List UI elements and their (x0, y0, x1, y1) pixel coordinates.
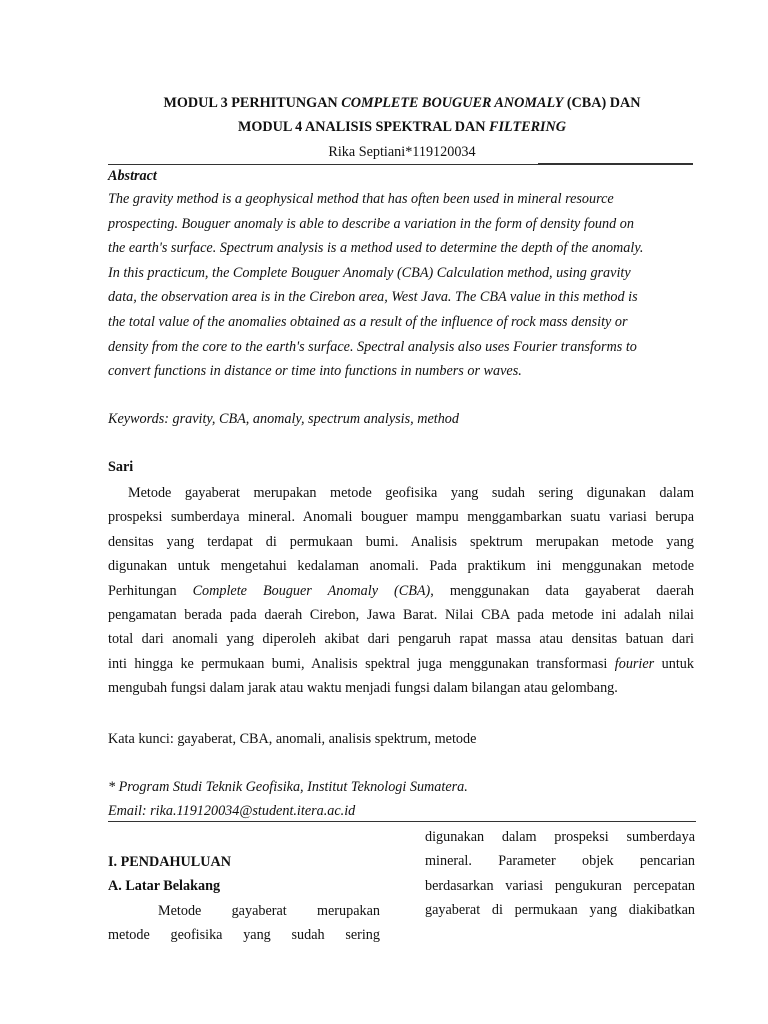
sari-line: Metode gayaberat merupakan metode geofisika yang sudah sering digunakan dalam (128, 485, 694, 501)
sari-body (108, 481, 694, 701)
abstract-keywords: Keywords: gravity, CBA, anomaly, spectrum analysis, method (108, 411, 459, 427)
sari-line: mengubah fungsi dalam jarak atau waktu menjadi fungsi dalam bilangan atau gelombang. (108, 680, 618, 697)
sari-line: densitas yang terdapat di permukaan bumi. Analisis spektrum merupakan metode yang (108, 533, 694, 550)
subsection-heading: A. Latar Belakang (108, 878, 221, 895)
sari-italic-text: fourier (614, 655, 655, 672)
sari-line: pengamatan berada pada daerah Cirebon, Jawa Barat. Nilai CBA pada metode ini adalah nilai (108, 607, 694, 624)
body-line: gayaberat di permukaan yang diakibatkan (425, 902, 695, 919)
title-italic-text: COMPLETE BOUGUER ANOMALY (341, 95, 564, 111)
sari-line (108, 652, 694, 676)
body-line: berdasarkan variasi pengukuran percepatan (425, 877, 695, 894)
sari-line (108, 579, 694, 603)
title-line-2 (108, 117, 696, 137)
sari-heading: Sari (108, 459, 134, 475)
title-text: MODUL 4 ANALISIS SPEKTRAL DAN (237, 119, 490, 135)
title-text: (CBA) DAN (563, 95, 641, 111)
title-italic-text: FILTERING (489, 119, 567, 135)
sari-text: Perhitungan (108, 582, 193, 599)
sari-line: digunakan untuk mengetahui kedalaman anomali. Pada praktikum ini menggunakan metode (108, 558, 694, 575)
section-heading: I. PENDAHULUAN (108, 854, 231, 870)
body-line: digunakan dalam prospeksi sumberdaya (425, 829, 695, 845)
abstract-line: the total value of the anomalies obtained as a result of the influence of rock mass density or (108, 313, 628, 330)
body-right-column (425, 825, 695, 923)
abstract-line: the earth's surface. Spectrum analysis is a method used to determine the depth of the anomaly. (108, 240, 644, 257)
abstract-heading: Abstract (108, 168, 157, 184)
abstract-line: prospecting. Bouguer anomaly is able to describe a variation in the form of density found on (108, 215, 634, 232)
abstract-line: The gravity method is a geophysical method that has often been used in mineral resource (108, 191, 614, 207)
title-text: MODUL 3 PERHITUNGAN (163, 95, 342, 111)
sari-text: inti hingga ke permukaan bumi, Analisis spektral juga menggunakan transformasi (108, 655, 615, 672)
footnote-divider (108, 821, 696, 822)
body-line: mineral. Parameter objek pencarian (425, 853, 695, 870)
body-line: metode geofisika yang sudah sering (108, 927, 380, 944)
sari-italic-text: Complete Bouguer Anomaly (CBA) (192, 582, 431, 599)
sari-text: untuk (654, 655, 694, 672)
sari-text: , menggunakan data gayaberat daerah (430, 582, 695, 599)
body-left-column (108, 850, 380, 948)
title-line-1 (108, 93, 696, 113)
abstract-body (108, 187, 708, 384)
author-line: Rika Septiani*119120034 (328, 144, 476, 160)
abstract-line: convert functions in distance or time into functions in numbers or waves. (108, 363, 522, 380)
footnote-email: Email: rika.119120034@student.itera.ac.id (108, 803, 356, 819)
abstract-line: In this practicum, the Complete Bouguer Anomaly (CBA) Calculation method, using gravity (108, 264, 631, 281)
header-divider (108, 164, 693, 165)
sari-keywords: Kata kunci: gayaberat, CBA, anomali, analisis spektrum, metode (108, 731, 477, 747)
sari-line: prospeksi sumberdaya mineral. Anomali bouguer mampu menggambarkan suatu variasi berupa (108, 509, 694, 526)
footnote-affiliation: * Program Studi Teknik Geofisika, Institut Teknologi Sumatera. (108, 779, 468, 795)
sari-line: total dari anomali yang diperoleh akibat dari pengaruh rapat massa atau densitas batuan dari (108, 631, 694, 648)
abstract-line: density from the core to the earth's surface. Spectral analysis also uses Fourier transforms to (108, 338, 637, 355)
abstract-line: data, the observation area is in the Cirebon area, West Java. The CBA value in this method is (108, 289, 638, 306)
body-line: Metode gayaberat merupakan (158, 902, 380, 919)
